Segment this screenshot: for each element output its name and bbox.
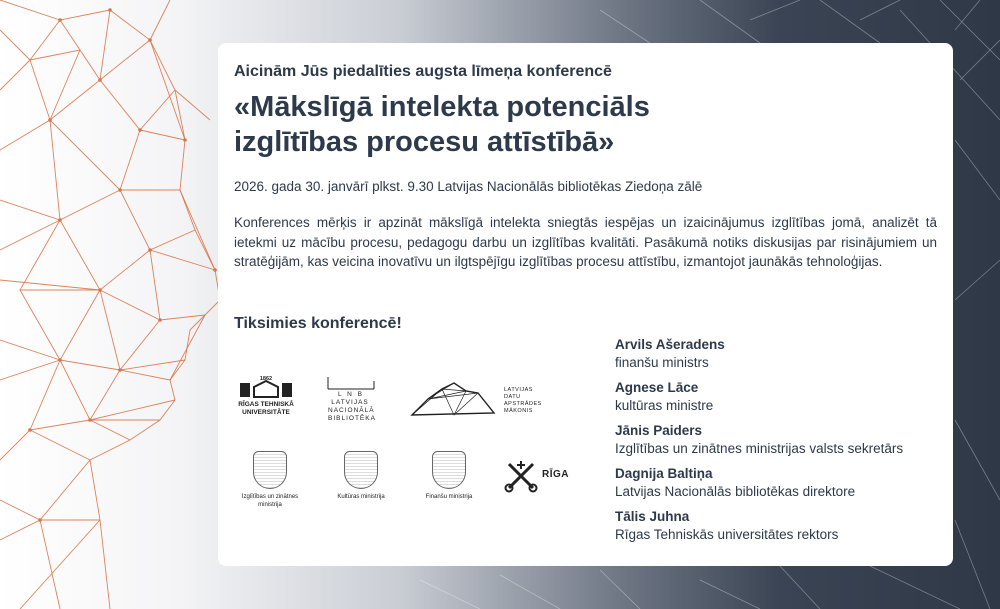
lnb-logo (326, 375, 376, 423)
speakers-list (615, 336, 945, 551)
speaker-role: Latvijas Nacionālās bibliotēkas direktore (615, 484, 856, 499)
speaker-role: Izglītības un zinātnes ministrijas valsts sekretārs (615, 441, 904, 456)
coat-of-arms-icon (344, 451, 378, 489)
lnb-name: LATVIJAS NACIONĀLĀ BIBLIOTĒKA (328, 399, 376, 422)
coat-of-arms-icon (432, 451, 466, 489)
fm-logo (418, 451, 480, 501)
rtu-name: RĪGAS TEHNISKĀ UNIVERSITĀTE (238, 401, 294, 416)
ldam-name: LATVIJAS DATU APSTRĀDES MĀKONIS (504, 387, 542, 414)
invite-heading: Aicinām Jūs piedalīties augsta līmeņa konferencē (234, 63, 612, 80)
rtu-year: 1862 (259, 376, 273, 382)
speaker-role: finanšu ministrs (615, 355, 709, 370)
ldam-logo (408, 375, 548, 419)
speaker-role: kultūras ministre (615, 398, 714, 413)
meet-heading: Tiksimies konferencē! (234, 315, 402, 332)
speaker-role: Rīgas Tehniskās universitātes rektors (615, 527, 839, 542)
invitation-card (218, 43, 953, 566)
speaker-item (615, 508, 945, 551)
izm-name: Izglītības un zinātnes ministrija (241, 494, 299, 508)
lnb-mark-icon (326, 375, 376, 391)
title-line-2: izglītības procesu attīstībā» (234, 126, 615, 158)
izm-logo (234, 451, 306, 509)
coat-of-arms-icon (253, 451, 287, 489)
cloud-network-icon (408, 379, 498, 419)
speaker-name: Agnese Lāce (615, 380, 699, 395)
speaker-name: Arvils Ašeradens (615, 337, 725, 352)
speaker-item (615, 379, 945, 422)
speaker-name: Jānis Paiders (615, 423, 703, 438)
riga-name: RĪGA (542, 469, 569, 480)
crossed-keys-icon (504, 459, 538, 493)
event-date-location: 2026. gada 30. janvārī plkst. 9.30 Latvijas Nacionālās bibliotēkas Ziedoņa zālē (234, 179, 703, 194)
lnb-mark: L N B (337, 391, 364, 398)
speaker-name: Tālis Juhna (615, 509, 690, 524)
conference-title (234, 90, 834, 160)
speaker-item (615, 465, 945, 508)
conference-description: Konferences mērķis ir apzināt mākslīgā intelekta sniegtās iespējas un izaicinājumus izglītības jomā, analizēt tā ietekmi uz mācību procesu, pedagogu darbu un izglītības kvalitāti. Pasākumā notiks diskusijas par risinājumiem un stratēģijām, kas veicina inovatīvu un ilgtspējīgu izglītības procesu attīstību, izmantojot jaunākās tehnoloģijas. (234, 215, 937, 269)
fm-name: Finanšu ministrija (425, 494, 473, 500)
speaker-item (615, 422, 945, 465)
riga-logo (504, 459, 574, 495)
km-logo (330, 451, 392, 501)
speaker-name: Dagnija Baltiņa (615, 466, 713, 481)
title-line-1: «Mākslīgā intelekta potenciāls (234, 91, 650, 123)
rtu-logo (236, 375, 296, 417)
km-name: Kultūras ministrija (337, 494, 385, 500)
speaker-item (615, 336, 945, 379)
